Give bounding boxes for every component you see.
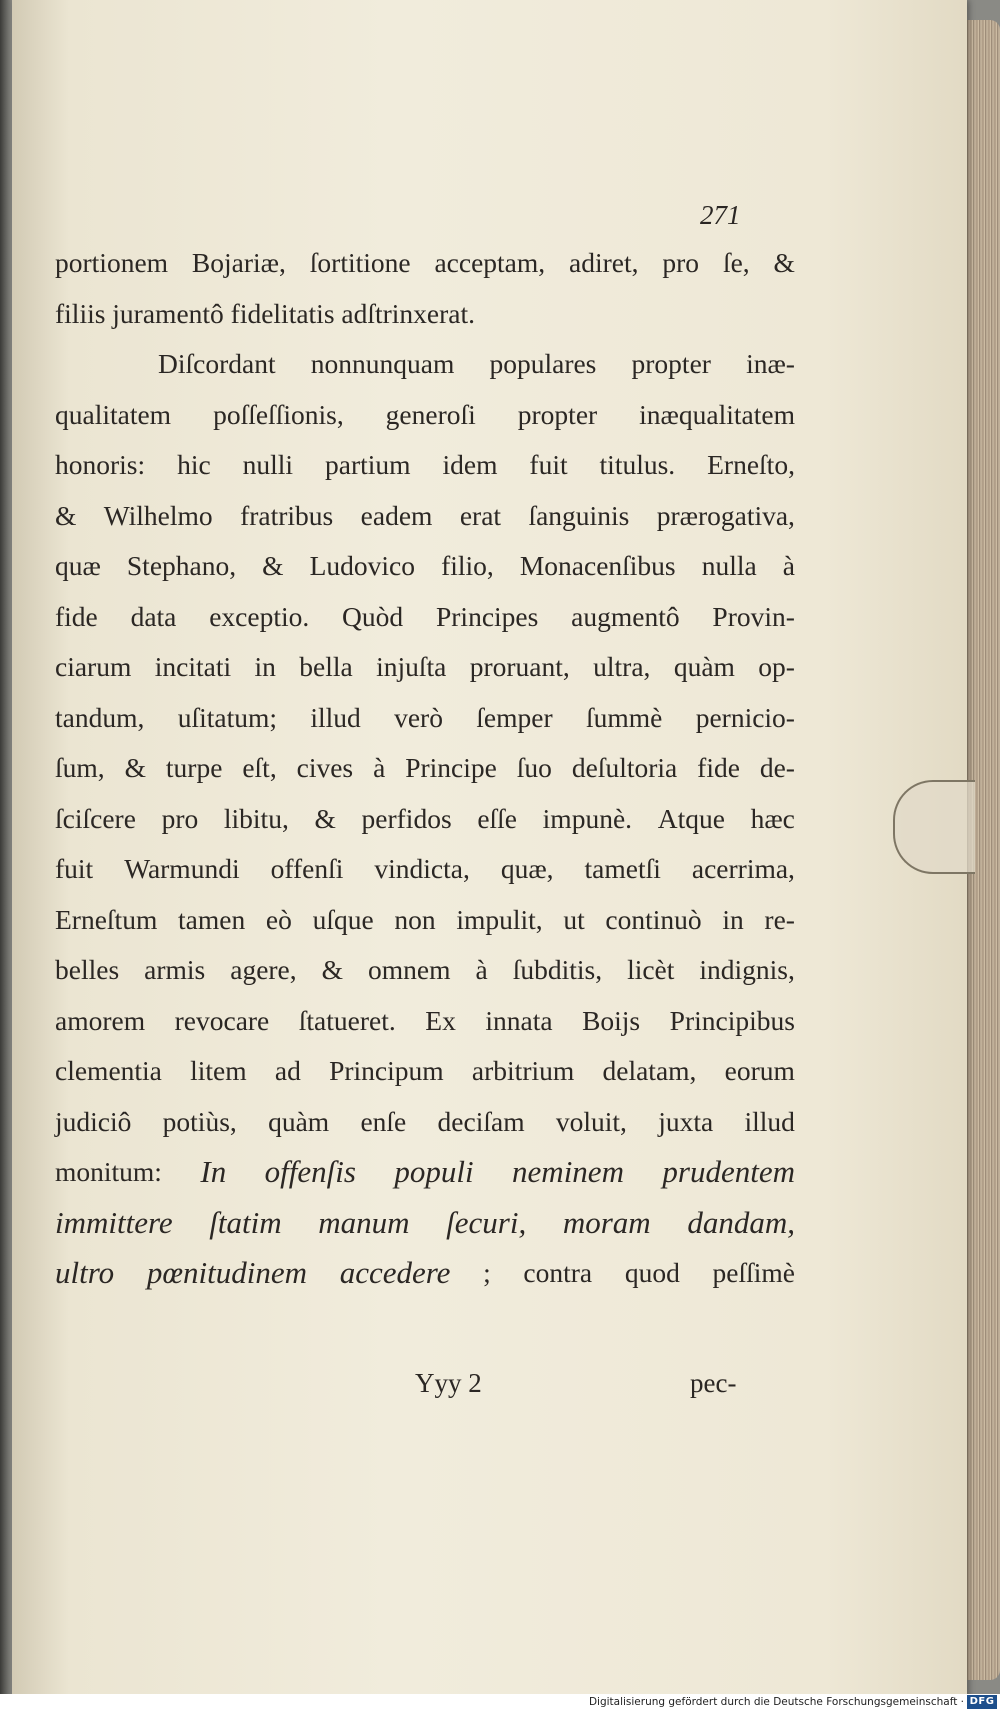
italic-word: immittere [55,1204,173,1240]
page-clip-tab [893,780,975,874]
word: re- [764,903,795,935]
word: fratribus [240,499,334,531]
word: & [124,752,146,783]
word: Provin- [712,600,795,632]
word: ſe, [722,247,750,278]
word: & [321,954,344,985]
word: ſuo [516,752,552,783]
word: honoris: [55,449,146,480]
text-line [55,390,795,441]
italic-word: accedere [339,1255,451,1290]
word: acceptam, [434,247,546,278]
italic-word: manum [318,1204,410,1240]
line-text: filiis juramentô fidelitatis adſtrinxerat. [55,297,476,329]
word: propter [517,398,598,430]
word: quæ [55,550,101,581]
text-line [55,794,795,845]
word: omnem [368,954,451,985]
word: ciarum [55,651,132,682]
word: Ex [425,1004,456,1036]
catchline [0,1368,1000,1408]
word: offenſi [270,853,344,884]
word: ſortitione [309,247,411,278]
word: fide [55,600,98,632]
word: uſque [312,903,374,935]
word: libitu, [223,802,289,834]
italic-word: neminem [512,1154,624,1189]
word: judiciô [55,1105,132,1137]
word: prærogativa, [656,499,795,531]
word: ſciſcere [55,802,136,834]
word: fuit [55,853,94,884]
italic-word: moram [562,1204,651,1240]
word: impulit, [456,903,543,935]
word: fuit [529,449,568,480]
word: hæc [750,802,795,834]
word: ſubditis, [512,954,603,985]
word: generoſi [385,398,476,430]
italic-word: In [200,1154,227,1189]
text-line [55,844,795,895]
word: inæ- [746,348,795,379]
word: Diſcordant [158,348,276,379]
word: armis [144,954,206,985]
word: & [55,499,77,531]
word: belles [55,954,120,985]
word: enſe [360,1105,407,1137]
word: Atque [657,802,725,834]
text-line [55,541,795,592]
word: pernicio- [695,701,795,733]
word: Erneſtum [55,903,158,935]
word: Ludovico [309,550,416,581]
word: & [262,550,284,581]
word: propter [631,348,711,379]
italic-word: prudentem [662,1154,795,1189]
word: eſſe [477,802,518,834]
footer-credit: Digitalisierung gefördert durch die Deutsche Forschungsgemeinschaft · [588,1696,964,1708]
word: filio, [441,550,494,581]
word: tamen [178,903,246,935]
word: clementia [55,1055,162,1086]
word: perfidos [361,802,452,834]
italic-word: ultro [55,1255,115,1290]
word: monitum: [55,1156,162,1187]
italic-word: dandam, [687,1204,795,1240]
word: in [722,903,744,935]
word: voluit, [555,1105,627,1137]
word: populares [489,348,597,379]
word: illud [744,1105,795,1137]
catchword: pec- [690,1368,737,1398]
word: contra [523,1257,593,1288]
text-line [55,945,795,996]
text-line [55,996,795,1047]
word: eorum [724,1055,795,1086]
word: ſummè [585,701,663,733]
word: Quòd [342,600,404,632]
word: quod [624,1257,680,1288]
text-line [55,238,795,289]
word: inæqualitatem [639,398,795,430]
text-line [55,289,795,340]
word: op- [758,651,795,682]
text-line [55,895,795,946]
word: incitati [154,651,232,682]
word: eadem [360,499,433,531]
word: ſtatueret. [298,1004,396,1036]
word: data [130,600,177,632]
word: titulus. [599,449,676,480]
word: à [475,954,488,985]
word: ultra, [593,651,651,682]
word: impunè. [542,802,633,834]
word: qualitatem [55,398,172,430]
word: quæ, [500,853,554,884]
word: pro [161,802,199,834]
word: Principes [435,600,539,632]
word: litem [190,1055,247,1086]
word: & [314,802,336,834]
word: revocare [174,1004,270,1036]
word: à [373,752,386,783]
word: idem [442,449,498,480]
text-line [55,1046,795,1097]
word: quàm [268,1105,330,1137]
word: Wilhelmo [103,499,213,531]
word: juxta [658,1105,714,1137]
word: Bojariæ, [191,247,286,278]
word: nonnunquam [310,348,455,379]
word: proruant, [469,651,570,682]
word: portionem [55,247,169,278]
word: hic [177,449,211,480]
word: licèt [627,954,675,985]
word: de- [759,752,795,783]
word: turpe [165,752,223,783]
word: nulli [242,449,294,480]
word: vindicta, [374,853,470,884]
digitization-footer [0,1694,1000,1711]
italic-word: pœnitudinem [146,1255,307,1290]
text-line [55,440,795,491]
quote-line [55,1248,795,1299]
word: Warmundi [124,853,240,884]
word: uſitatum; [177,701,278,733]
word: verò [394,701,443,733]
word: bella [299,651,353,682]
italic-word: offenſis [264,1154,356,1189]
word: innata [485,1004,553,1036]
word: nulla [701,550,757,581]
word: continuò [605,903,702,935]
word: deſultoria [571,752,678,783]
word: in [254,651,276,682]
word: eſt, [242,752,277,783]
word: à [782,550,795,581]
quote-line [55,1198,795,1249]
word: Stephano, [126,550,237,581]
word: erat [459,499,502,531]
word: fide [697,752,740,783]
word: non [394,903,436,935]
word: tandum, [55,701,145,733]
word: tametſi [584,853,661,884]
word: Monacenſibus [519,550,676,581]
word: amorem [55,1004,146,1036]
word: acerrima, [691,853,795,884]
text-line [55,642,795,693]
word: Boijs [582,1004,641,1036]
word: illud [310,701,361,733]
word: eò [265,903,292,935]
word: potiùs, [162,1105,237,1137]
word: adiret, [569,247,639,278]
word: arbitrium [471,1055,575,1086]
quote-line [55,1147,795,1198]
word: indignis, [699,954,795,985]
word: & [773,247,795,278]
text-line [55,1097,795,1148]
body-text [55,238,795,1299]
word: pro [662,247,700,278]
word: Principum [329,1055,444,1086]
word: ad [274,1055,301,1086]
word: ſemper [476,701,553,733]
word: ; [483,1257,491,1288]
text-line [55,743,795,794]
word: ſum, [55,752,105,783]
word: partium [324,449,411,480]
word: deciſam [437,1105,525,1137]
signature-mark: Yyy 2 [415,1368,482,1398]
word: ut [563,903,585,935]
text-line [55,592,795,643]
word: Principibus [669,1004,795,1036]
text-line [55,491,795,542]
page-number: 271 [700,200,741,230]
word: peſſimè [712,1257,795,1288]
italic-word: ſtatim [209,1204,282,1240]
word: Erneſto, [707,449,795,480]
word: Principe [405,752,497,783]
italic-word: populi [394,1154,474,1189]
italic-word: ſecuri, [446,1204,527,1240]
word: quàm [673,651,735,682]
text-line [55,693,795,744]
word: exceptio. [209,600,310,632]
word: augmentô [571,600,680,632]
word: injuſta [376,651,447,682]
word: delatam, [602,1055,697,1086]
text-line [55,339,795,390]
word: poſſeſſionis, [213,398,344,430]
word: cives [296,752,354,783]
word: ſanguinis [528,499,630,531]
word: agere, [230,954,297,985]
dfg-logo: DFG [967,1695,997,1709]
